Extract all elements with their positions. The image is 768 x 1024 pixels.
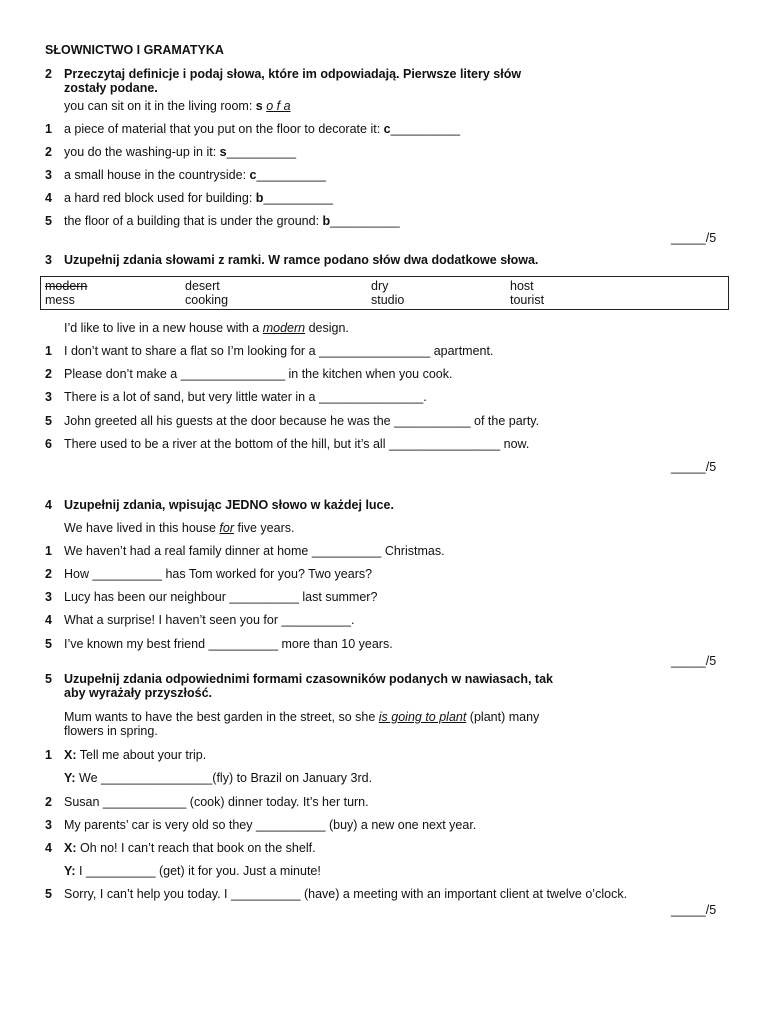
- ex2-item-number: 1: [45, 122, 52, 136]
- ex4-item-number: 2: [45, 567, 52, 581]
- ex5-item-1-y: [64, 771, 372, 785]
- example-answer: for: [219, 521, 235, 535]
- ex4-item[interactable]: What a surprise! I haven’t seen you for __________.: [64, 613, 355, 627]
- ex3-item[interactable]: I don’t want to share a flat so I’m looking for a ________________ apartment.: [64, 344, 494, 358]
- item-letter: s: [219, 145, 227, 159]
- ex2-item-number: 4: [45, 191, 52, 205]
- ex5-item-number: 4: [45, 841, 52, 855]
- ex5-item-1-x: [64, 748, 206, 762]
- dialogue-text: Oh no! I can’t reach that book on the shelf.: [76, 841, 316, 855]
- ex5-item-4-x: [64, 841, 316, 855]
- item-text: a small house in the countryside:: [64, 168, 250, 182]
- ex3-item[interactable]: Please don’t make a _______________ in the kitchen when you cook.: [64, 367, 453, 381]
- exercise-2-instruction-line2: zostały podane.: [64, 81, 158, 95]
- item-letter: c: [249, 168, 257, 182]
- exercise-3-number: 3: [45, 253, 52, 267]
- ex4-item-number: 4: [45, 613, 52, 627]
- exercise-5-instruction: [64, 672, 553, 700]
- example-text: I’d like to live in a new house with a: [64, 321, 263, 335]
- speaker-label: Y:: [64, 771, 76, 785]
- exercise-2-score[interactable]: _____/5: [671, 231, 717, 245]
- answer-blank[interactable]: __________: [256, 168, 327, 182]
- speaker-label: X:: [64, 748, 77, 762]
- word-box: [40, 276, 729, 310]
- word-box-word: host: [510, 279, 534, 293]
- exercise-2-instruction: [64, 67, 521, 95]
- exercise-4-instruction: Uzupełnij zdania, wpisując JEDNO słowo w każdej luce.: [64, 498, 394, 512]
- example-text: (plant) many: [466, 710, 540, 724]
- ex5-item-number: 1: [45, 748, 52, 762]
- item-text: a hard red block used for building:: [64, 191, 256, 205]
- ex4-item[interactable]: How __________ has Tom worked for you? Two years?: [64, 567, 373, 581]
- word-box-word: desert: [185, 279, 220, 293]
- word-box-word: dry: [371, 279, 389, 293]
- ex3-item[interactable]: There used to be a river at the bottom of the hill, but it’s all ________________ now.: [64, 437, 530, 451]
- exercise-2-instruction-line1: Przeczytaj definicje i podaj słowa, które im odpowiadają. Pierwsze litery słów: [64, 67, 522, 81]
- dialogue-text[interactable]: I __________ (get) it for you. Just a minute!: [75, 864, 321, 878]
- answer-blank[interactable]: __________: [226, 145, 297, 159]
- exercise-5-instruction-line2: aby wyrażały przyszłość.: [64, 686, 212, 700]
- ex5-item[interactable]: My parents’ car is very old so they __________ (buy) a new one next year.: [64, 818, 477, 832]
- ex3-item[interactable]: There is a lot of sand, but very little water in a _______________.: [64, 390, 427, 404]
- ex3-item-number: 2: [45, 367, 52, 381]
- example-letter: s: [255, 99, 263, 113]
- ex2-item-number: 3: [45, 168, 52, 182]
- ex2-item-2: [64, 145, 296, 159]
- ex2-item-5: [64, 214, 400, 228]
- exercise-5-instruction-line1: Uzupełnij zdania odpowiednimi formami czasowników podanych w nawiasach, tak: [64, 672, 553, 686]
- exercise-3-instruction: Uzupełnij zdania słowami z ramki. W ramce podano słów dwa dodatkowe słowa.: [64, 253, 539, 267]
- item-letter: c: [383, 122, 391, 136]
- exercise-4-example: [64, 521, 294, 535]
- word-box-word: tourist: [510, 293, 545, 307]
- ex5-item-4-y: [64, 864, 321, 878]
- exercise-5-number: 5: [45, 672, 52, 686]
- item-text: a piece of material that you put on the floor to decorate it:: [64, 122, 384, 136]
- answer-blank[interactable]: __________: [263, 191, 333, 205]
- answer-blank[interactable]: __________: [390, 122, 461, 136]
- item-letter: b: [322, 214, 331, 228]
- ex2-item-number: 5: [45, 214, 52, 228]
- example-text: you can sit on it in the living room:: [64, 99, 256, 113]
- ex4-item-number: 1: [45, 544, 52, 558]
- example-answer: is going to plant: [378, 710, 467, 724]
- ex4-item[interactable]: We haven’t had a real family dinner at home __________ Christmas.: [64, 544, 445, 558]
- answer-blank[interactable]: __________: [330, 214, 400, 228]
- ex2-item-3: [64, 168, 326, 182]
- ex4-item[interactable]: I’ve known my best friend __________ more than 10 years.: [64, 637, 393, 651]
- word-box-word: modern: [45, 279, 88, 293]
- example-answer: o f a: [266, 99, 291, 113]
- example-answer: modern: [262, 321, 306, 335]
- exercise-2-number: 2: [45, 67, 52, 81]
- dialogue-text: Tell me about your trip.: [76, 748, 207, 762]
- word-box-word: cooking: [185, 293, 229, 307]
- word-box-word: mess: [45, 293, 75, 307]
- exercise-4-score[interactable]: _____/5: [671, 654, 717, 668]
- ex3-item-number: 1: [45, 344, 52, 358]
- ex3-item[interactable]: John greeted all his guests at the door because he was the ___________ of the party.: [64, 414, 540, 428]
- exercise-3-score[interactable]: _____/5: [671, 460, 717, 474]
- ex3-item-number: 3: [45, 390, 52, 404]
- exercise-2-example: [64, 99, 291, 113]
- speaker-label: X:: [64, 841, 77, 855]
- example-text: five years.: [234, 521, 295, 535]
- word-box-word: studio: [371, 293, 405, 307]
- item-text: the floor of a building that is under the ground:: [64, 214, 323, 228]
- dialogue-text[interactable]: We ________________(fly) to Brazil on January 3rd.: [75, 771, 373, 785]
- ex3-item-number: 5: [45, 414, 52, 428]
- exercise-3-example: [64, 321, 349, 335]
- section-title: SŁOWNICTWO I GRAMATYKA: [45, 43, 224, 57]
- ex2-item-4: [64, 191, 333, 205]
- speaker-label: Y:: [64, 864, 76, 878]
- ex5-item[interactable]: Susan ____________ (cook) dinner today. It’s her turn.: [64, 795, 369, 809]
- ex4-item-number: 3: [45, 590, 52, 604]
- ex5-item-number: 3: [45, 818, 52, 832]
- ex4-item-number: 5: [45, 637, 52, 651]
- example-text-line2: flowers in spring.: [64, 724, 158, 738]
- exercise-4-number: 4: [45, 498, 52, 512]
- ex3-item-number: 6: [45, 437, 52, 451]
- example-text: We have lived in this house: [64, 521, 220, 535]
- example-text: Mum wants to have the best garden in the street, so she: [64, 710, 379, 724]
- ex2-item-number: 2: [45, 145, 52, 159]
- ex4-item[interactable]: Lucy has been our neighbour __________ last summer?: [64, 590, 378, 604]
- exercise-5-score[interactable]: _____/5: [671, 903, 717, 917]
- ex5-item-number: 5: [45, 887, 52, 901]
- ex5-item-number: 2: [45, 795, 52, 809]
- item-text: you do the washing-up in it:: [64, 145, 220, 159]
- example-text: design.: [305, 321, 349, 335]
- item-letter: b: [255, 191, 264, 205]
- ex2-item-1: [64, 122, 460, 136]
- exercise-5-example: [64, 710, 539, 738]
- ex5-item[interactable]: Sorry, I can’t help you today. I __________ (have) a meeting with an important client at twelve o’clock.: [64, 887, 628, 901]
